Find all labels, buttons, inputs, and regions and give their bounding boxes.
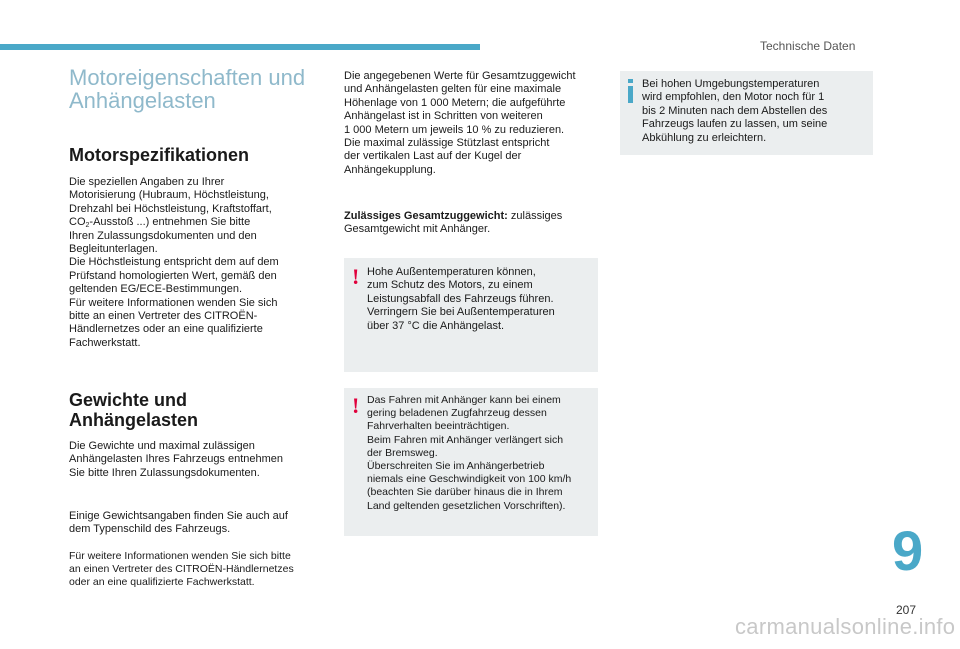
info-text-cooling: Bei hohen Umgebungstemperaturen wird empfohlen, den Motor noch für 1 bis 2 Minuten nach dem Abstellen des Fahrzeugs laufen zu lassen, um seine Abkühlung zu erleichtern.	[642, 78, 828, 144]
combined-weight-paragraph: Die angegebenen Werte für Gesamtzuggewicht und Anhängelasten gelten für eine maximale Höhenlage von 1 000 Metern; die aufgeführte Anhängelast ist in Schritten von weiteren 1 000 Metern um jeweils 10 % zu reduzieren. Die maximal zulässige Stützlast entspricht der vertikalen Last auf der Kugel der Anhängekupplung.	[344, 70, 576, 176]
weights-paragraph-1: Die Gewichte und maximal zulässigen Anhängelasten Ihres Fahrzeugs entnehmen Sie bitte Ihren Zulassungsdokumenten.	[69, 440, 284, 479]
page-title: Motoreigenschaften und Anhängelasten	[69, 65, 306, 113]
weights-paragraph-3: Für weitere Informationen wenden Sie sich bitte an einen Vertreter des CITROËN-Händlernetzes oder an eine qualifizierte Fachwerkstatt.	[69, 550, 294, 588]
section-label: Technische Daten	[760, 39, 856, 53]
gross-train-weight-definition: zulässiges Gesamtgewicht mit Anhänger.	[344, 210, 563, 236]
motor-specs-paragraph	[69, 176, 329, 350]
warning-box-temperature	[344, 258, 598, 372]
gross-train-weight-paragraph	[344, 210, 604, 237]
motor-text-part-2: -Ausstoß ...) entnehmen Sie bitte Ihren Zulassungsdokumenten und den Begleitunterlagen. Die Höchstleistung entspricht dem auf dem Prüfstand homologierten Wert, gemäß den geltenden EG/ECE-Bestimmungen. Für weitere Informationen wenden Sie sich bitte an einen Vertreter des CITROËN- Händlernetzes oder an eine qualifizierte Fachwerkstatt.	[69, 216, 279, 349]
page-number: 207	[896, 603, 917, 617]
heading-motor-specs: Motorspezifikationen	[69, 145, 250, 165]
info-icon	[628, 79, 633, 83]
motor-text-part-1: Die speziellen Angaben zu Ihrer Motorisierung (Hubraum, Höchstleistung, Drehzahl bei Höchstleistung, Kraftstoffart, CO	[69, 176, 272, 229]
watermark: carmanualsonline.info	[735, 614, 956, 639]
co2-subscript: 2	[85, 222, 90, 230]
header-accent-bar	[0, 44, 480, 50]
heading-weights: Gewichte und Anhängelasten	[69, 390, 199, 430]
warning-icon: !	[352, 393, 360, 418]
warning-text-trailer: Das Fahren mit Anhänger kann bei einem gering beladenen Zugfahrzeug dessen Fahrverhalten beeinträchtigen. Beim Fahren mit Anhänger verlängert sich der Bremsweg. Überschreiten Sie im Anhängerbetrieb niemals eine Geschwindigkeit von 100 km/h (beachten Sie darüber hinaus die in Ihrem Land geltenden gesetzlichen Vorschriften).	[367, 394, 572, 512]
chapter-number: 9	[892, 519, 924, 582]
gross-train-weight-term: Zulässiges Gesamtzuggewicht:	[344, 210, 508, 222]
weights-paragraph-2: Einige Gewichtsangaben finden Sie auch auf dem Typenschild des Fahrzeugs.	[69, 510, 288, 536]
warning-text-temperature: Hohe Außentemperaturen können, zum Schutz des Motors, zu einem Leistungsabfall des Fahrzeugs führen. Verringern Sie bei Außentemperaturen über 37 °C die Anhängelast.	[367, 266, 555, 332]
info-box-cooling	[620, 71, 873, 155]
info-icon-bar	[628, 86, 633, 103]
warning-box-trailer	[344, 388, 598, 536]
warning-icon: !	[352, 264, 360, 289]
